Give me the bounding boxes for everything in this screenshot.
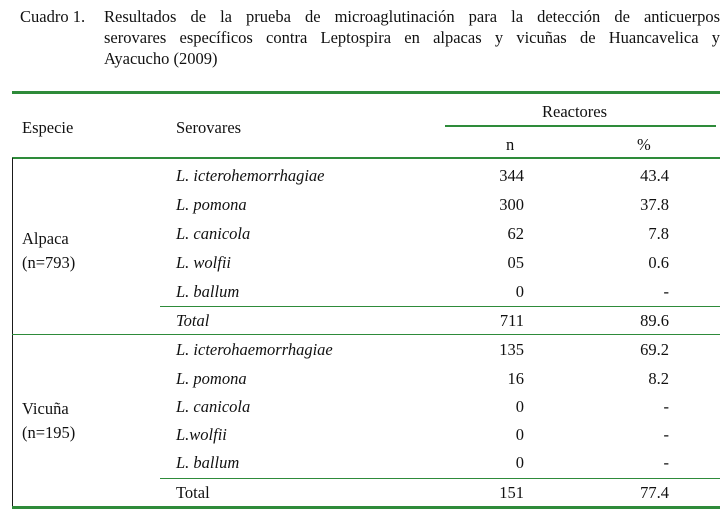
percent-cell: 89.6 [640, 311, 669, 330]
n-cell: 05 [507, 253, 524, 272]
percent-cell: - [663, 453, 669, 472]
species-count: (n=793) [22, 253, 76, 272]
n-cell: 151 [499, 483, 524, 502]
percent-cell: - [663, 282, 669, 301]
n-cell: 0 [515, 425, 524, 444]
n-cell: 135 [499, 340, 524, 359]
n-cell: 711 [499, 311, 524, 330]
table-row [0, 449, 725, 477]
serovar-cell: L. ballum [176, 282, 240, 301]
table-row [0, 336, 725, 364]
n-cell: 0 [515, 397, 524, 416]
serovar-cell: L. pomona [176, 195, 247, 214]
header-percent: % [637, 135, 651, 154]
serovar-cell: L.wolfii [176, 425, 227, 444]
serovar-cell: Total [176, 311, 210, 330]
header-reactores: Reactores [542, 102, 608, 121]
header-serovares: Serovares [176, 118, 242, 137]
table-row [0, 220, 725, 248]
n-cell: 0 [515, 453, 524, 472]
serovar-cell: L. icterohaemorrhagiae [176, 340, 333, 359]
table-row [0, 249, 725, 277]
table-row [0, 365, 725, 393]
table-row [0, 393, 725, 421]
percent-cell: 0.6 [648, 253, 669, 272]
percent-cell: 69.2 [640, 340, 669, 359]
species-name: Vicuña [22, 399, 69, 418]
serovar-cell: Total [176, 483, 210, 502]
table-row-total [0, 479, 725, 507]
serovar-cell: L. canicola [176, 397, 251, 416]
percent-cell: 77.4 [640, 483, 669, 502]
table-row-total [0, 307, 725, 335]
percent-cell: 8.2 [648, 369, 669, 388]
caption-text [104, 6, 720, 69]
percent-cell: 37.8 [640, 195, 669, 214]
header-especie: Especie [22, 118, 74, 137]
header-rule [12, 157, 720, 159]
percent-cell: 43.4 [640, 166, 669, 185]
n-cell: 0 [515, 282, 524, 301]
caption-line-3: Ayacucho (2009) [104, 49, 218, 68]
caption-line-2: serovares específicos contra Leptospira en alpacas y vicuñas de Huancavelica y [104, 28, 720, 47]
serovar-cell: L. pomona [176, 369, 247, 388]
reactores-rule [445, 125, 716, 127]
serovar-cell: L. wolfii [176, 253, 232, 272]
caption-line-1: Resultados de la prueba de microaglutinación para la detección de anticuerpos [104, 7, 720, 26]
percent-cell: - [663, 397, 669, 416]
table-row [0, 278, 725, 306]
serovar-cell: L. ballum [176, 453, 240, 472]
n-cell: 16 [507, 369, 524, 388]
top-rule [12, 91, 720, 94]
table-row [0, 191, 725, 219]
percent-cell: 7.8 [648, 224, 669, 243]
serovar-cell: L. icterohemorrhagiae [176, 166, 325, 185]
n-cell: 300 [499, 195, 524, 214]
table-row [0, 162, 725, 190]
header-n: n [506, 135, 515, 154]
n-cell: 62 [507, 224, 524, 243]
percent-cell: - [663, 425, 669, 444]
serovar-cell: L. canicola [176, 224, 251, 243]
table-row [0, 421, 725, 449]
species-name: Alpaca [22, 229, 69, 248]
species-count: (n=195) [22, 423, 76, 442]
caption-label: Cuadro 1. [20, 7, 86, 26]
n-cell: 344 [499, 166, 524, 185]
